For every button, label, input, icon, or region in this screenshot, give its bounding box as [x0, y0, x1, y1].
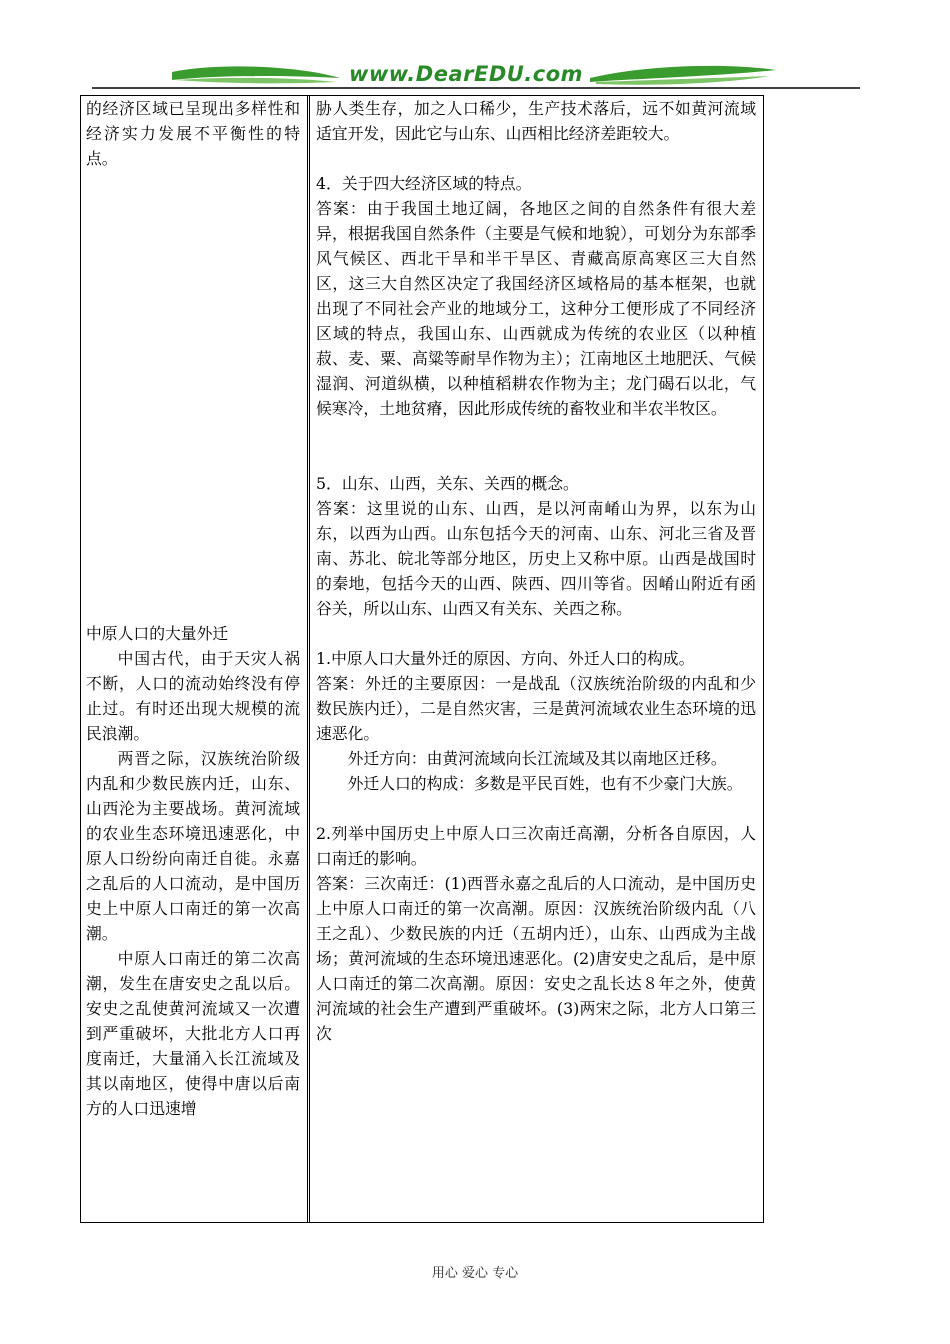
blank-line — [316, 621, 756, 646]
left-paragraph-3: 中原人口南迁的第二次高潮，发生在唐安史之乱以后。安史之乱使黄河流域又一次遭到严重破坏，大批北方人口再度南迁，大量涌入长江流域及其以南地区，使得中唐以后南方的人口迅速增 — [86, 949, 300, 1118]
blank-line — [316, 421, 756, 446]
blank-line — [316, 796, 756, 821]
column-divider — [307, 96, 310, 1222]
left-swoosh-shadow-icon — [176, 78, 336, 83]
question-1-direction: 外迁方向：由黄河流域向长江流域及其以南地区迁移。 — [347, 749, 727, 768]
right-continued-paragraph: 胁人类生存，加之人口稀少，生产技术落后，远不如黄河流域适宜开发，因此它与山东、山西相比经济差距较大。 — [316, 99, 756, 143]
question-1-answer: 答案：外迁的主要原因：一是战乱（汉族统治阶级的内乱和少数民族内迁），二是自然灾害，三是黄河流域农业生态环境的迅速恶化。 — [316, 674, 756, 743]
question-2-title: 2.列举中国历史上中原人口三次南迁高潮，分析各自原因，人口南迁的影响。 — [316, 824, 756, 868]
page-header — [0, 0, 950, 100]
right-column — [316, 96, 756, 1046]
left-paragraph-1: 中国古代，由于天灾人祸不断，人口的流动始终没有停止过。有时还出现大规模的流民浪潮。 — [86, 649, 300, 743]
left-continued-paragraph: 的经济区域已呈现出多样性和经济实力发展不平衡性的特点。 — [86, 99, 300, 168]
page-footer: 用心 爱心 专心 — [431, 1266, 519, 1281]
question-5-title: 5．山东、山西，关东、关西的概念。 — [316, 474, 579, 493]
left-spacer — [86, 171, 300, 621]
blank-line — [316, 446, 756, 471]
blank-line — [316, 146, 756, 171]
left-paragraph-2: 两晋之际，汉族统治阶级内乱和少数民族内迁，山东、山西沦为主要战场。黄河流域的农业生态环境迅速恶化，中原人口纷纷向南迁自徙。永嘉之乱后的人口流动，是中国历史上中原人口南迁的第一次高潮。 — [86, 749, 300, 943]
content-table — [80, 95, 764, 1223]
question-2-answer: 答案：三次南迁：(1)西晋永嘉之乱后的人口流动，是中国历史上中原人口南迁的第一次高潮。原因：汉族统治阶级内乱（八王之乱）、少数民族的内迁（五胡内迁），山东、山西成为主战场；黄河流域的生态环境迅速恶化。(2)唐安史之乱后，是中原人口南迁的第二次高潮。原因：安史之乱长达８年之外，使黄河流域的社会生产遭到严重破坏。(3)两宋之际，北方人口第三次 — [316, 874, 756, 1043]
question-5-answer: 答案：这里说的山东、山西，是以河南崤山为界，以东为山东，以西为山西。山东包括今天的河南、山东、河北三省及晋南、苏北、皖北等部分地区，历史上又称中原。山西是战国时的秦地，包括今天的山西、陕西、四川等省。因崤山附近有函谷关，所以山东、山西又有关东、关西之称。 — [316, 499, 756, 618]
site-logo: www.DearEDU.com — [348, 62, 584, 86]
section-title: 中原人口的大量外迁 — [86, 624, 229, 643]
question-1-composition: 外迁人口的构成：多数是平民百姓，也有不少豪门大族。 — [347, 774, 743, 793]
question-4-title: 4．关于四大经济区域的特点。 — [316, 174, 532, 193]
left-column — [86, 96, 300, 1121]
question-4-answer: 答案：由于我国土地辽阔，各地区之间的自然条件有很大差异，根据我国自然条件（主要是气候和地貌），可划分为东部季风气候区、西北干旱和半干旱区、青藏高原高寒区三大自然区，这三大自然区决定了我国经济区域格局的基本框架，也就出现了不同社会产业的地域分工，这种分工便形成了不同经济区域的特点，我国山东、山西就成为传统的农业区（以种植菽、麦、粟、高粱等耐旱作物为主）；江南地区土地肥沃、气候湿润、河道纵横，以种植稻耕农作物为主；龙门碣石以北，气候寒冷，土地贫瘠，因此形成传统的畜牧业和半农半牧区。 — [316, 199, 756, 418]
question-1-title: 1.中原人口大量外迁的原因、方向、外迁人口的构成。 — [316, 649, 695, 668]
